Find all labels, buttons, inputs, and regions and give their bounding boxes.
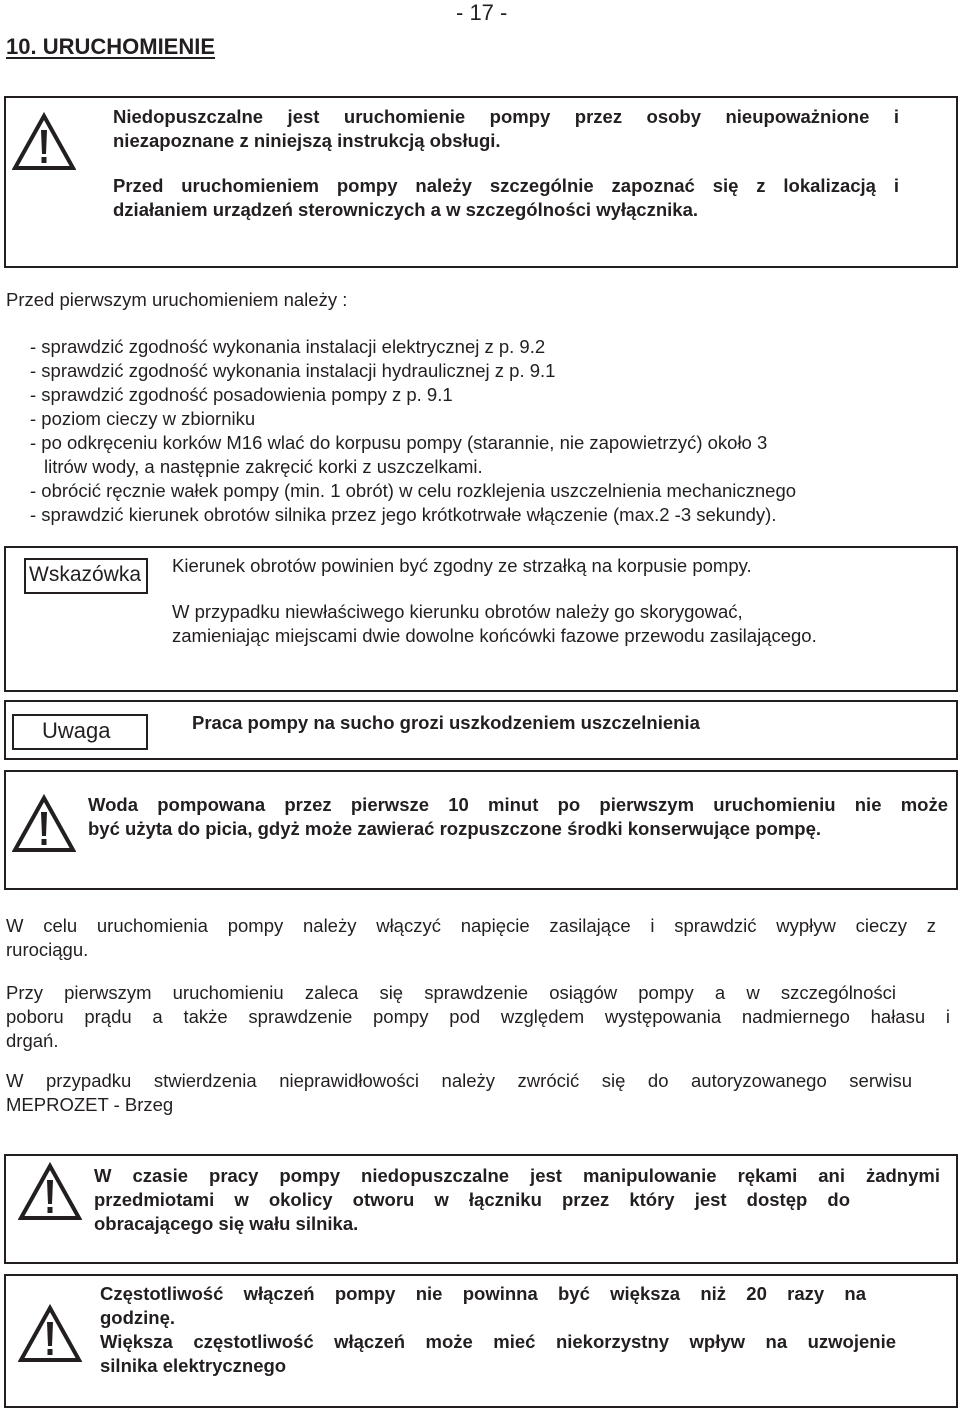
warning-line: obracającego się wału silnika. [94, 1213, 359, 1234]
warning-triangle-icon [12, 794, 76, 854]
paragraph-service [6, 1069, 912, 1117]
warning-text [94, 1164, 940, 1236]
warning-line: Większa częstotliwość włączeń może mieć niekorzystny wpływ na uzwojenie [100, 1331, 896, 1352]
warning-box-shaft [4, 1154, 958, 1264]
warning-line: być użyta do picia, gdyż może zawierać rozpuszczone środki konserwujące pompę. [88, 818, 822, 839]
warning-triangle-icon [12, 112, 76, 172]
section-heading: 10. URUCHOMIENIE [6, 34, 216, 59]
caution-box [4, 700, 958, 760]
warning-triangle-icon [18, 1304, 82, 1364]
paragraph-line: Przy pierwszym uruchomieniu zaleca się sprawdzenie osiągów pompy a w szczególności [6, 982, 896, 1003]
paragraph-power-on [6, 914, 936, 962]
warning-text [113, 105, 899, 222]
intro-text: Przed pierwszym uruchomieniem należy : [6, 289, 348, 310]
warning-line: przedmiotami w okolicy otworu w łączniku przez który jest dostęp do [94, 1189, 850, 1210]
list-item: - sprawdzić zgodność wykonania instalacji hydraulicznej z p. 9.1 [30, 360, 556, 381]
page-number: - 17 - [456, 0, 508, 25]
list-item: - po odkręceniu korków M16 wlać do korpusu pompy (starannie, nie zapowietrzyć) około 3 [30, 432, 768, 453]
list-item: - sprawdzić zgodność posadowienia pompy z p. 9.1 [30, 384, 453, 405]
paragraph-line: W celu uruchomienia pompy należy włączyć napięcie zasilające i sprawdzić wypływ cieczy z [6, 915, 936, 936]
list-item: - obrócić ręcznie wałek pompy (min. 1 obrót) w celu rozklejenia uszczelnienia mechanicznego [30, 480, 797, 501]
paragraph-line: W przypadku stwierdzenia nieprawidłowości należy zwrócić się do autoryzowanego serwisu [6, 1070, 912, 1091]
caution-text: Praca pompy na sucho grozi uszkodzeniem uszczelnienia [192, 712, 700, 733]
paragraph-line: drgań. [6, 1030, 59, 1051]
warning-triangle-icon [18, 1162, 82, 1222]
warning-line: godzinę. [100, 1307, 176, 1328]
warning-line: Przed uruchomieniem pompy należy szczególnie zapoznać się z lokalizacją i [113, 175, 899, 196]
hint-text [172, 554, 952, 648]
hint-line: Kierunek obrotów powinien być zgodny ze strzałką na korpusie pompy. [172, 555, 752, 576]
warning-line: silnika elektrycznego [100, 1355, 287, 1376]
checklist [30, 335, 954, 527]
warning-box-drinking-water [4, 770, 958, 890]
warning-box-switching-frequency [4, 1274, 958, 1408]
hint-line: zamieniając miejscami dwie dowolne końcówki fazowe przewodu zasilającego. [172, 625, 817, 646]
caution-label: Uwaga [12, 714, 148, 750]
warning-line: działaniem urządzeń sterowniczych a w szczególności wyłącznika. [113, 199, 698, 220]
paragraph-line: poboru prądu a także sprawdzenie pompy pod względem występowania nadmiernego hałasu i [6, 1006, 950, 1027]
hint-label: Wskazówka [24, 558, 148, 594]
warning-line: Częstotliwość włączeń pompy nie powinna być większa niż 20 razy na [100, 1283, 866, 1304]
list-item: - sprawdzić kierunek obrotów silnika przez jego krótkotrwałe włączenie (max.2 -3 sekundy). [30, 504, 777, 525]
warning-text [100, 1282, 896, 1378]
list-item: - poziom cieczy w zbiorniku [30, 408, 256, 429]
warning-text [88, 793, 948, 841]
warning-line: niezapoznane z niniejszą instrukcją obsługi. [113, 130, 501, 151]
warning-line: Niedopuszczalne jest uruchomienie pompy przez osoby nieupoważnione i [113, 106, 899, 127]
warning-box-startup [4, 96, 958, 268]
hint-line: W przypadku niewłaściwego kierunku obrotów należy go skorygować, [172, 601, 743, 622]
paragraph-line: MEPROZET - Brzeg [6, 1094, 174, 1115]
list-item: litrów wody, a następnie zakręcić korki z uszczelkami. [44, 456, 483, 477]
list-item: - sprawdzić zgodność wykonania instalacji elektrycznej z p. 9.2 [30, 336, 546, 357]
warning-line: Woda pompowana przez pierwsze 10 minut po pierwszym uruchomieniu nie może [88, 794, 948, 815]
warning-line: W czasie pracy pompy niedopuszczalne jest manipulowanie rękami ani żadnymi [94, 1165, 940, 1186]
paragraph-first-run [6, 981, 950, 1053]
paragraph-line: rurociągu. [6, 939, 89, 960]
hint-box [4, 546, 958, 692]
